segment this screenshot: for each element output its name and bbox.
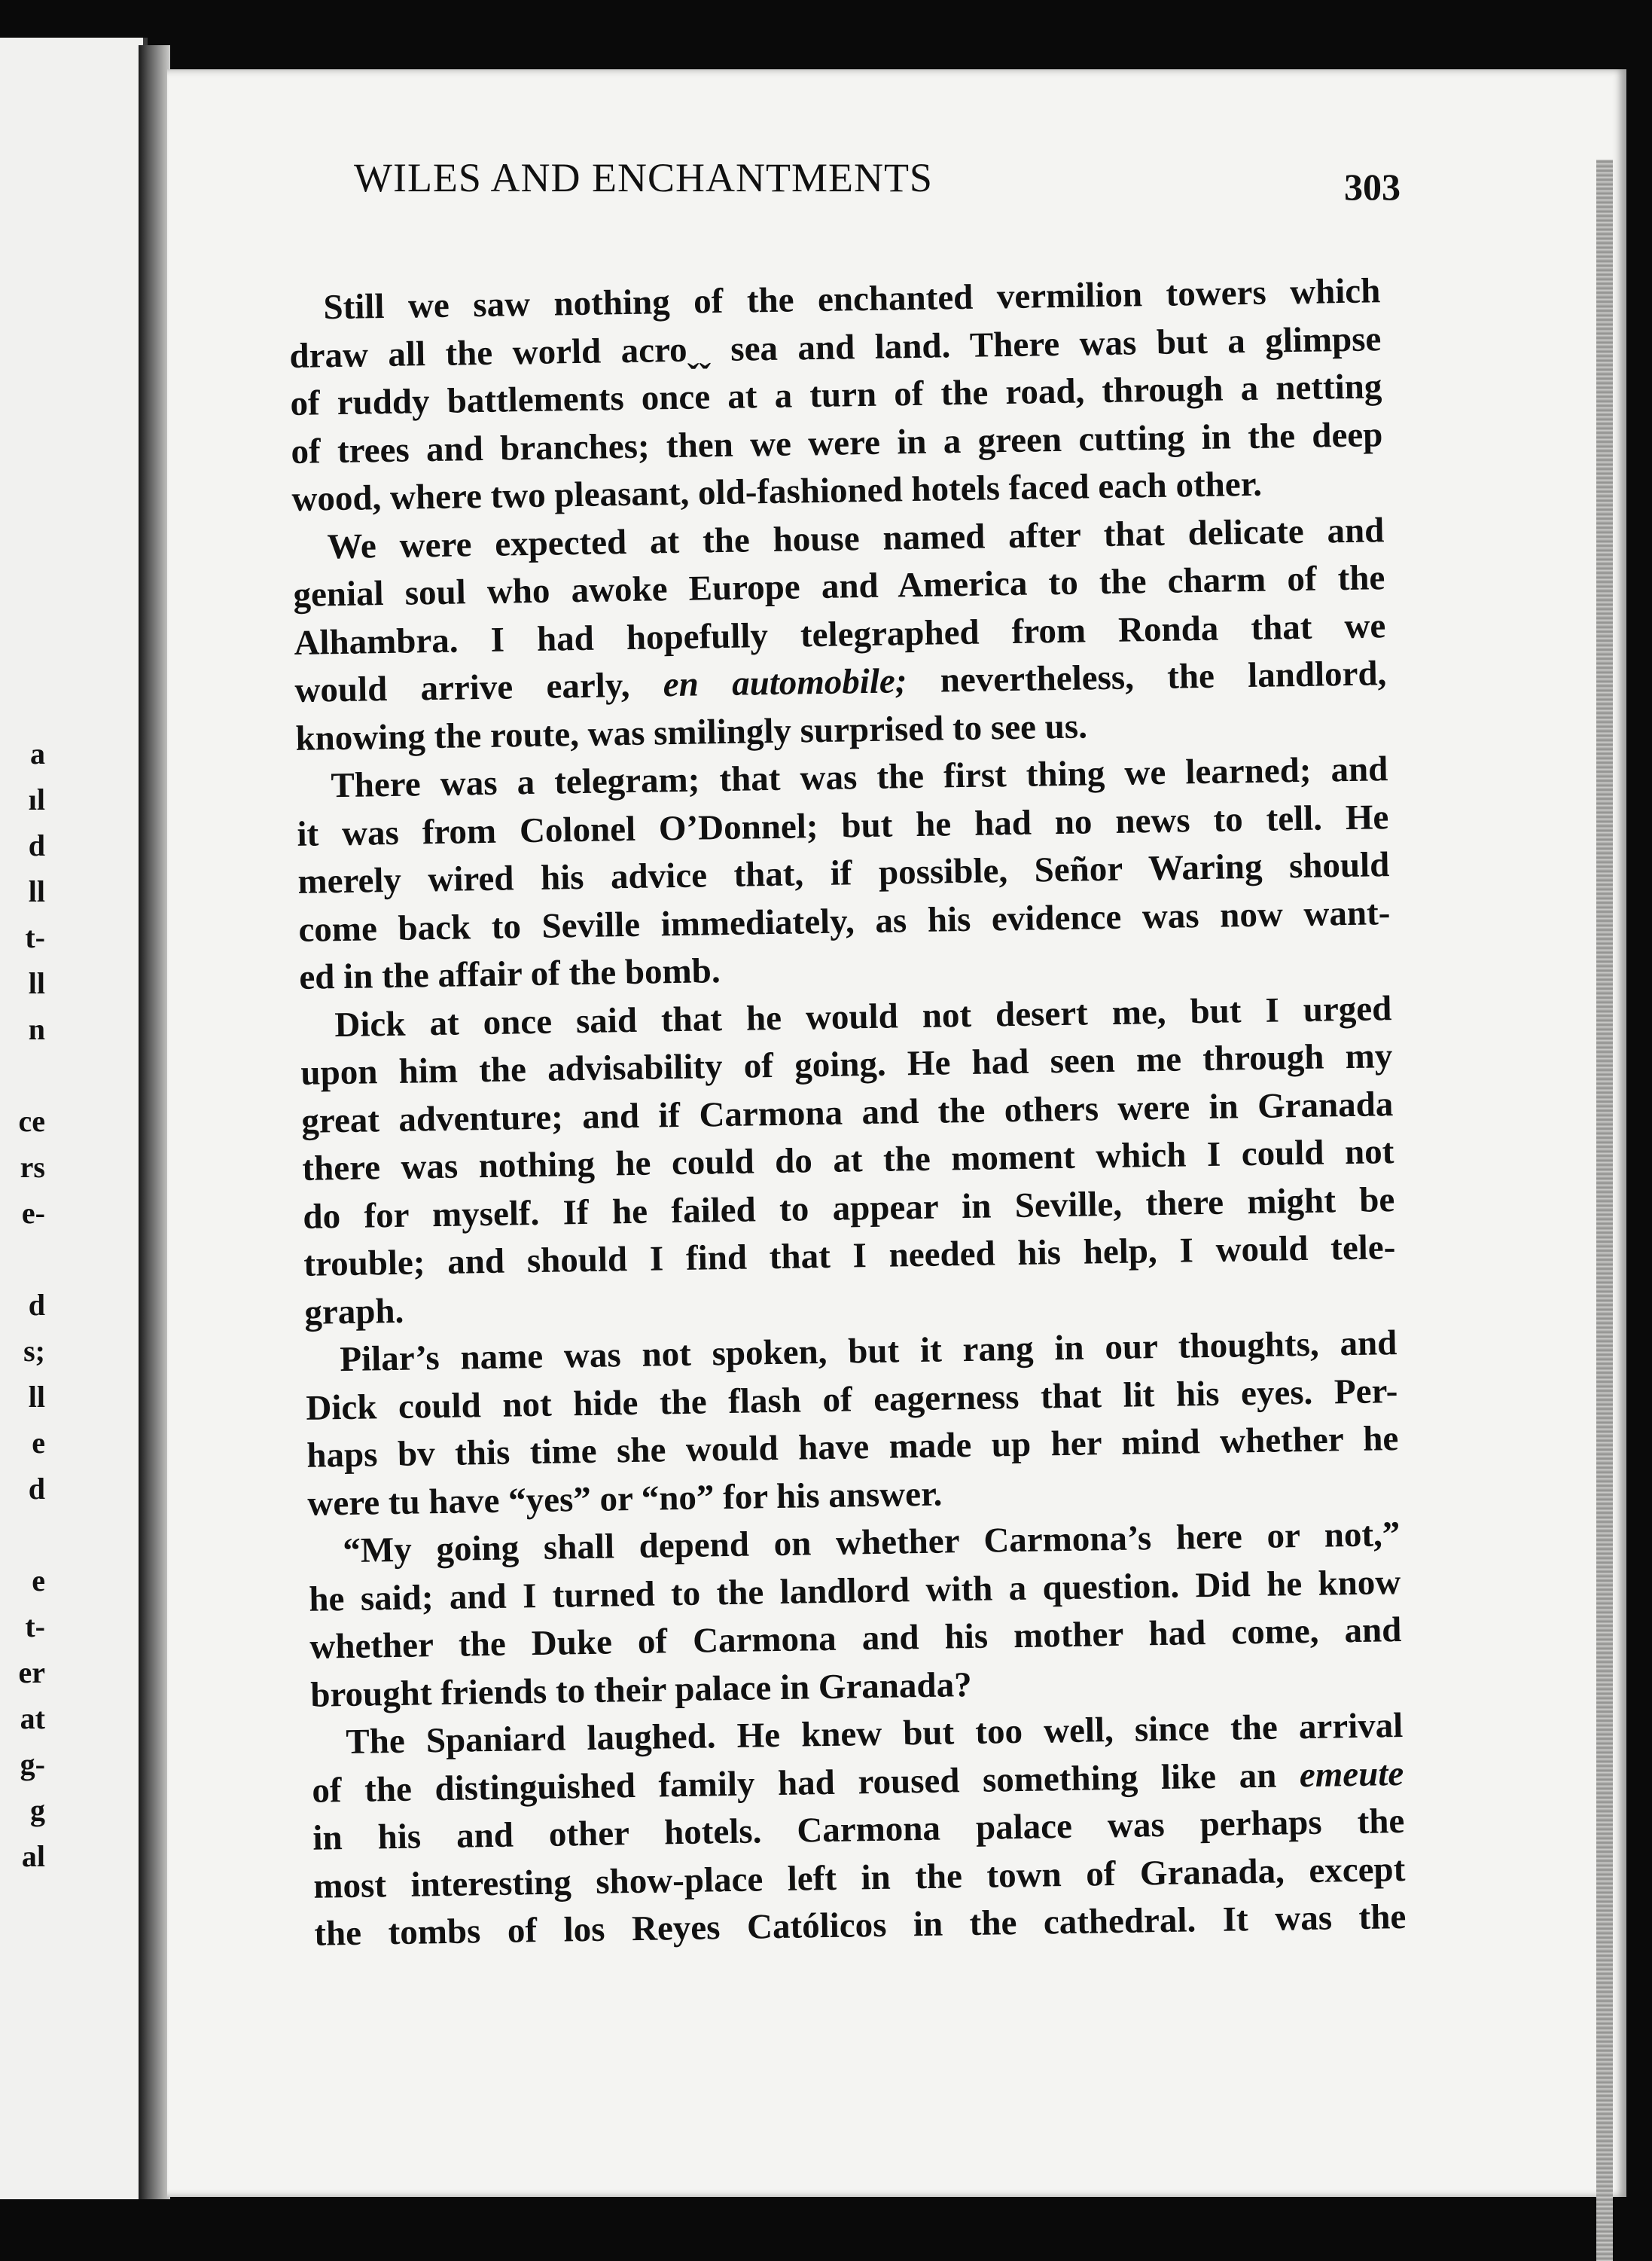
text-line: Still we saw nothing of the enchanted vermilion towers which — [323, 271, 1381, 328]
margin-fragment: t- — [25, 920, 45, 954]
text-line: do for myself. If he failed to appear in Seville, there might be — [303, 1179, 1395, 1237]
paragraph — [311, 1702, 1407, 1958]
margin-fragment: g — [30, 1793, 45, 1827]
paragraph — [305, 1320, 1400, 1528]
margin-fragment: t- — [25, 1610, 45, 1643]
left-page — [0, 38, 148, 2199]
paragraph — [308, 1511, 1403, 1719]
margin-fragment: ıl — [28, 783, 45, 816]
margin-fragment — [0, 1236, 45, 1282]
text-line: “My going shall depend on whether Carmona’s here or not,” — [343, 1515, 1401, 1571]
margin-fragment — [0, 1512, 45, 1558]
paragraph — [292, 507, 1388, 763]
text-line: were tu have “yes” or “no” for his answer. — [307, 1474, 943, 1524]
text-line: upon him the advisability of going. He had seen me through my — [300, 1036, 1393, 1093]
text-line: of ruddy battlements once at a turn of the road, through a netting — [290, 367, 1382, 423]
text-line: brought friends to their palace in Granada? — [310, 1664, 972, 1715]
italic-phrase: en automobile; — [663, 661, 907, 705]
text-line: of trees and branches; then we were in a green cutting in the deep — [291, 414, 1383, 471]
running-title: WILES AND ENCHANTMENTS — [354, 155, 933, 200]
left-page-margin-fragments — [0, 731, 45, 1879]
text-line: There was a telegram; that was the first thing we learned; and — [331, 749, 1388, 806]
margin-fragment: er — [18, 1655, 45, 1689]
margin-fragment: ll — [28, 874, 45, 908]
margin-fragment: d — [28, 828, 45, 862]
margin-fragment: ll — [28, 966, 45, 1000]
margin-fragment: al — [21, 1839, 45, 1873]
margin-fragment — [0, 1052, 45, 1098]
paragraph — [300, 985, 1397, 1337]
text-line: Alhambra. I had hopefully telegraphed from Ronda that we — [294, 606, 1386, 663]
text-line: merely wired his advice that, if possible, Señor Waring should — [297, 845, 1390, 902]
text-line: The Spaniard laughed. He knew but too well, since the arrival — [345, 1705, 1404, 1762]
margin-fragment: at — [20, 1701, 45, 1735]
text-line: We were expected at the house named after that delicate and — [327, 510, 1385, 566]
margin-fragment: e — [32, 1426, 45, 1460]
text-line: Pilar’s name was not spoken, but it rang in our thoughts, and — [340, 1323, 1397, 1380]
margin-fragment: rs — [20, 1150, 45, 1184]
text-line: most interesting show-place left in the town of Granada, except — [312, 1849, 1406, 1906]
text-segment: nevertheless, the landlord, — [907, 654, 1387, 701]
text-line: it was from Colonel O’Donnel; but he had no news to tell. He — [297, 797, 1389, 854]
italic-phrase: emeute — [1299, 1753, 1404, 1795]
text-line: there was nothing he could do at the moment which I could not — [302, 1132, 1394, 1188]
text-line: Dick could not hide the flash of eagerness that lit his eyes. Per- — [306, 1371, 1398, 1428]
text-line: draw all the world acroˬˬ sea and land. There was but a glimpse — [289, 319, 1382, 376]
text-line: wood, where two pleasant, old-fashioned hotels faced each other. — [291, 464, 1263, 519]
text-line: graph. — [304, 1291, 404, 1332]
margin-fragment: g- — [20, 1747, 45, 1781]
text-line: trouble; and should I find that I needed his help, I would tele- — [303, 1228, 1396, 1284]
text-line: Dick at once said that he would not desert me, but I urged — [334, 988, 1392, 1045]
text-line: come back to Seville immediately, as his evidence was now want- — [298, 892, 1391, 950]
page-edge — [1596, 160, 1613, 2261]
text-line: he said; and I turned to the landlord with a question. Did he know — [309, 1562, 1401, 1619]
book-gutter — [139, 45, 170, 2199]
margin-fragment: d — [28, 1288, 45, 1322]
text-line: great adventure; and if Carmona and the others were in Granada — [301, 1084, 1394, 1141]
margin-fragment: e — [32, 1564, 45, 1597]
paragraph — [288, 267, 1384, 523]
margin-fragment: e- — [21, 1196, 45, 1230]
running-head — [354, 154, 1401, 222]
margin-fragment: d — [28, 1472, 45, 1506]
margin-fragment: n — [28, 1012, 45, 1046]
margin-fragment: s; — [23, 1334, 45, 1368]
text-line: whether the Duke of Carmona and his mother had come, and — [309, 1610, 1402, 1667]
text-line: ed in the affair of the bomb. — [299, 951, 721, 997]
body-text — [288, 267, 1407, 1979]
page-number: 303 — [1344, 166, 1401, 208]
text-segment: of the distinguished family had roused something like an — [311, 1755, 1300, 1811]
text-line: the tombs of los Reyes Católicos in the cathedral. It was the — [313, 1896, 1407, 1954]
margin-fragment: ll — [28, 1380, 45, 1414]
text-line: genial soul who awoke Europe and America to the charm of the — [293, 558, 1385, 615]
margin-fragment: ce — [18, 1104, 45, 1138]
text-line: knowing the route, was smilingly surprised to see us. — [295, 706, 1088, 758]
text-line: haps bv this time she would have made up her mind whether he — [306, 1419, 1399, 1475]
text-segment: would arrive early, — [294, 665, 664, 710]
margin-fragment: a — [30, 737, 45, 770]
paragraph — [296, 746, 1391, 1002]
text-line: in his and other hotels. Carmona palace was perhaps the — [312, 1801, 1405, 1858]
